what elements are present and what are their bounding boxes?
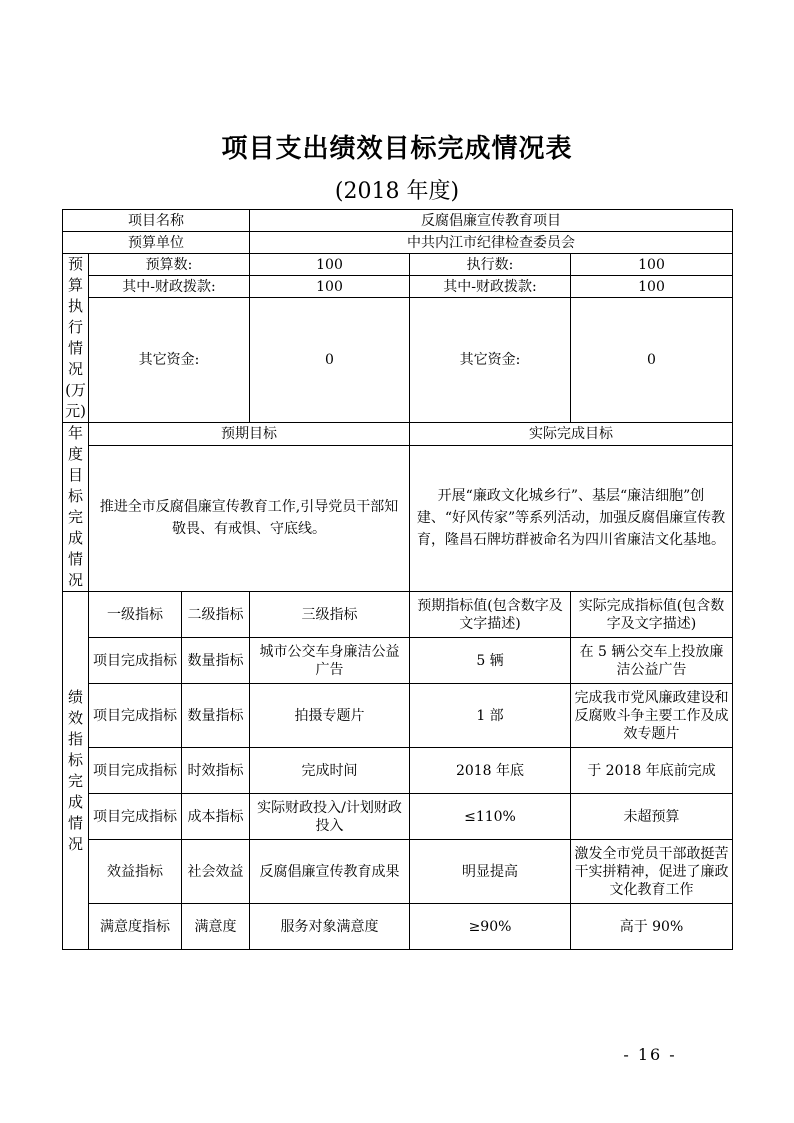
indicator-actual: 完成我市党风廉政建设和反腐败斗争主要工作及成效专题片	[571, 684, 733, 748]
header-level2: 二级指标	[182, 592, 250, 638]
page-number: - 16 -	[623, 1045, 677, 1064]
indicator-level1: 效益指标	[89, 840, 182, 904]
table-row	[63, 684, 733, 748]
header-expected-value: 预期指标值(包含数字及文字描述)	[410, 592, 571, 638]
indicator-level1: 项目完成指标	[89, 638, 182, 684]
actual-goal-text: 开展“廉政文化城乡行”、基层“廉洁细胞”创建、“好风传家”等系列活动，加强反腐倡廉宣传教育，隆昌石牌坊群被命名为四川省廉洁文化基地。	[410, 445, 733, 591]
other-funds-label: 其它资金:	[89, 298, 250, 423]
page-title: 项目支出绩效目标完成情况表	[221, 134, 573, 164]
table-row	[63, 423, 733, 446]
header-level3: 三级指标	[250, 592, 410, 638]
execution-amount-label: 执行数:	[410, 254, 571, 276]
header-actual-value: 实际完成指标值(包含数字及文字描述)	[571, 592, 733, 638]
performance-table	[62, 209, 733, 950]
table-row	[63, 298, 733, 423]
indicator-actual: 未超预算	[571, 794, 733, 840]
indicator-level3: 城市公交车身廉洁公益广告	[250, 638, 410, 684]
indicator-level3: 完成时间	[250, 748, 410, 794]
indicator-level2: 数量指标	[182, 684, 250, 748]
table-row	[63, 840, 733, 904]
table-row	[63, 638, 733, 684]
budget-side-label: 预算执行情况(万元)	[63, 254, 89, 423]
table-row	[63, 210, 733, 232]
fiscal-budget-label: 其中-财政拨款:	[89, 276, 250, 298]
other-exec-value: 0	[571, 298, 733, 423]
budget-unit-label: 预算单位	[63, 232, 250, 254]
indicator-level3: 实际财政投入/计划财政投入	[250, 794, 410, 840]
fiscal-exec-label: 其中-财政拨款:	[410, 276, 571, 298]
table-row	[63, 232, 733, 254]
fiscal-exec-value: 100	[571, 276, 733, 298]
budget-amount-value: 100	[250, 254, 410, 276]
indicator-expected: 5 辆	[410, 638, 571, 684]
project-name-value: 反腐倡廉宣传教育项目	[250, 210, 733, 232]
table-row	[63, 904, 733, 950]
indicator-level1: 满意度指标	[89, 904, 182, 950]
execution-amount-value: 100	[571, 254, 733, 276]
budget-amount-label: 预算数:	[89, 254, 250, 276]
page-subtitle: (2018 年度)	[334, 179, 460, 204]
fiscal-budget-value: 100	[250, 276, 410, 298]
project-name-label: 项目名称	[63, 210, 250, 232]
expected-goal-header: 预期目标	[89, 423, 410, 446]
indicator-level1: 项目完成指标	[89, 748, 182, 794]
indicator-actual: 在 5 辆公交车上投放廉洁公益广告	[571, 638, 733, 684]
table-row	[63, 748, 733, 794]
indicator-level3: 反腐倡廉宣传教育成果	[250, 840, 410, 904]
indicator-level2: 社会效益	[182, 840, 250, 904]
indicators-side-label: 绩效指标完成情况	[63, 592, 89, 950]
goals-side-label: 年度目标完成情况	[63, 423, 89, 592]
actual-goal-header: 实际完成目标	[410, 423, 733, 446]
indicator-actual: 于 2018 年底前完成	[571, 748, 733, 794]
indicator-level2: 数量指标	[182, 638, 250, 684]
indicator-level3: 拍摄专题片	[250, 684, 410, 748]
indicator-level1: 项目完成指标	[89, 794, 182, 840]
indicator-level2: 满意度	[182, 904, 250, 950]
table-row	[63, 794, 733, 840]
table-row	[63, 254, 733, 276]
indicator-level1: 项目完成指标	[89, 684, 182, 748]
table-row	[63, 276, 733, 298]
indicator-actual: 高于 90%	[571, 904, 733, 950]
indicator-expected: ≤110%	[410, 794, 571, 840]
indicator-expected: 2018 年底	[410, 748, 571, 794]
other-exec-label: 其它资金:	[410, 298, 571, 423]
indicator-expected: ≥90%	[410, 904, 571, 950]
indicator-level3: 服务对象满意度	[250, 904, 410, 950]
indicator-expected: 明显提高	[410, 840, 571, 904]
indicator-expected: 1 部	[410, 684, 571, 748]
table-row	[63, 445, 733, 591]
indicator-level2: 时效指标	[182, 748, 250, 794]
indicator-level2: 成本指标	[182, 794, 250, 840]
budget-unit-value: 中共内江市纪律检查委员会	[250, 232, 733, 254]
header-level1: 一级指标	[89, 592, 182, 638]
indicator-actual: 激发全市党员干部敢挺苦干实拼精神，促进了廉政文化教育工作	[571, 840, 733, 904]
other-funds-value: 0	[250, 298, 410, 423]
table-row	[63, 592, 733, 638]
expected-goal-text: 推进全市反腐倡廉宣传教育工作,引导党员干部知敬畏、有戒惧、守底线。	[89, 445, 410, 591]
